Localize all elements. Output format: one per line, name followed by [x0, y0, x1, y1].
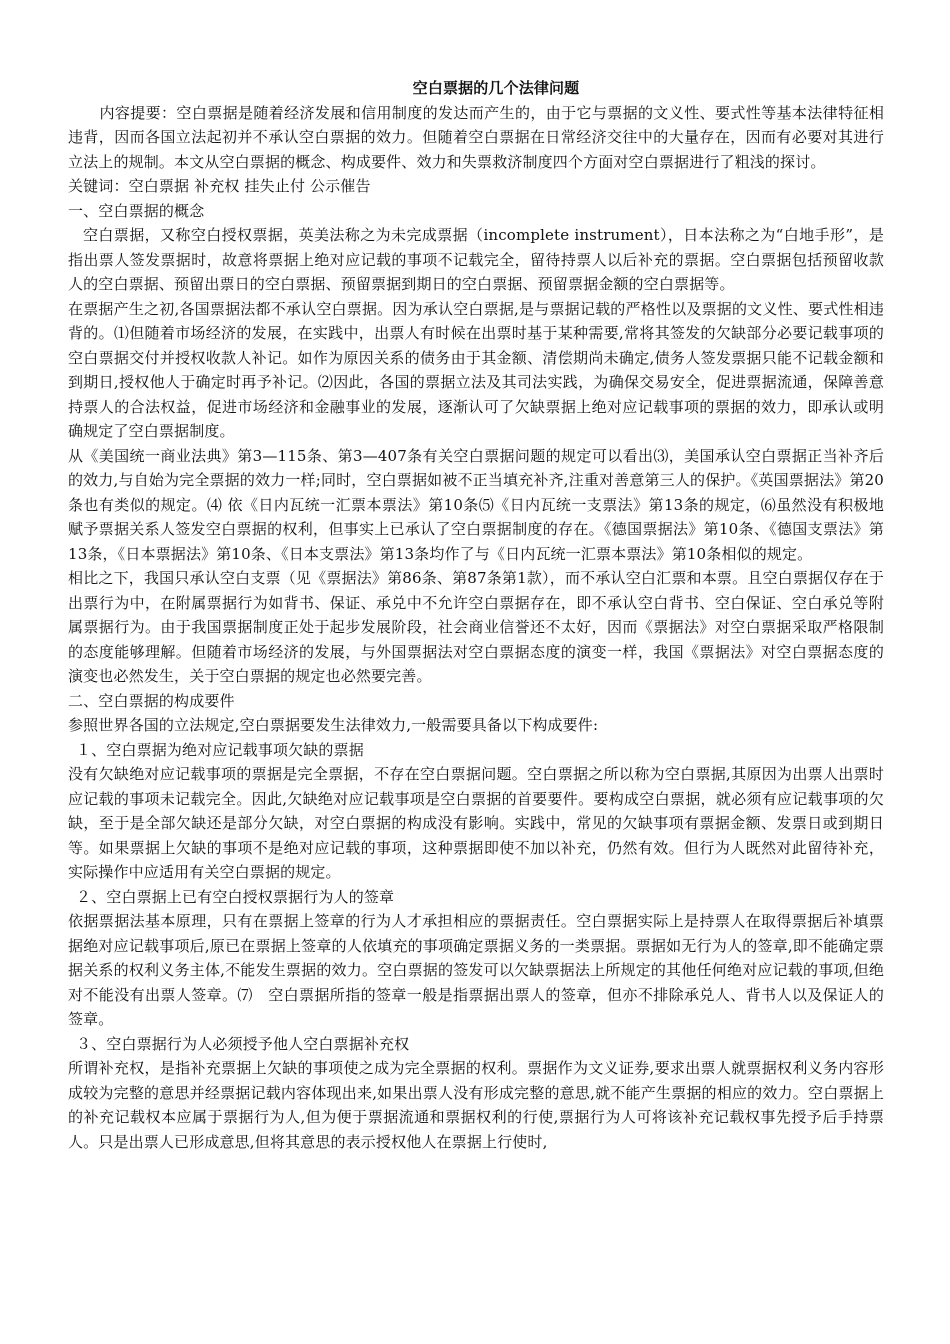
- document-title: 空白票据的几个法律问题: [412, 79, 580, 97]
- section1-paragraph-1: 空白票据，又称空白授权票据，英美法称之为未完成票据（incomplete instrument），日本法称之为“白地手形”，是指出票人签发票据时，故意将票据上绝对应记载的事项不记载完全，留待持票人以后补充的票据。空白票据包括预留收款人的空白票据、预留出票日的空白票据、预留票据到期日的空白票据、预留票据金额的空白票据等。: [68, 226, 884, 293]
- keywords-line: 关键词：空白票据 补充权 挂失止付 公示催告: [68, 177, 371, 195]
- abstract-paragraph: 内容提要：空白票据是随着经济发展和信用制度的发达而产生的，由于它与票据的文义性、要式性等基本法律特征相违背，因而各国立法起初并不承认空白票据的效力。但随着空白票据在日常经济交往中的大量存在，因而有必要对其进行立法上的规制。本文从空白票据的概念、构成要件、效力和失票救济制度四个方面对空白票据进行了粗浅的探讨。: [68, 103, 884, 171]
- section2-item1-heading: １、空白票据为绝对应记载事项欠缺的票据: [76, 740, 364, 759]
- section2-heading: 二、空白票据的构成要件: [68, 691, 235, 710]
- section2-item1-text: 没有欠缺绝对应记载事项的票据是完全票据，不存在空白票据问题。空白票据之所以称为空白票据,其原因为出票人出票时应记载的事项未记载完全。因此,欠缺绝对应记载事项是空白票据的首要要件。要构成空白票据，就必须有应记载事项的欠缺，至于是全部欠缺还是部分欠缺，对空白票据的构成没有影响。实践中，常见的欠缺事项有票据金额、发票日或到期日等。如果票据上欠缺的事项不是绝对应记载的事项，这种票据即使不加以补充，仍然有效。但行为人既然对此留待补充，实际操作中应适用有关空白票据的规定。: [68, 765, 884, 881]
- section1-heading: 一、空白票据的概念: [68, 201, 205, 220]
- document-page: [68, 76, 884, 1154]
- section1-paragraph-2: 在票据产生之初,各国票据法都不承认空白票据。因为承认空白票据,是与票据记载的严格性以及票据的文义性、要式性相违背的。⑴但随着市场经济的发展，在实践中，出票人有时候在出票时基于某种需要,常将其签发的欠缺部分必要记载事项的空白票据交付并授权收款人补记。如作为原因关系的债务由于其金额、清偿期尚未确定,债务人签发票据只能不记载金额和到期日,授权他人于确定时再予补记。⑵因此，各国的票据立法及其司法实践，为确保交易安全，促进票据流通，保障善意持票人的合法权益，促进市场经济和金融事业的发展，逐渐认可了欠缺票据上绝对应记载事项的票据的效力，即承认或明确规定了空白票据制度。: [68, 299, 884, 440]
- section1-paragraph-4: 相比之下，我国只承认空白支票（见《票据法》第86条、第87条第1款），而不承认空白汇票和本票。且空白票据仅存在于出票行为中，在附属票据行为如背书、保证、承兑中不允许空白票据存在，即不承认空白背书、空白保证、空白承兑等附属票据行为。由于我国票据制度正处于起步发展阶段，社会商业信誉还不太好，因而《票据法》对空白票据采取严格限制的态度能够理解。但随着市场经济的发展，与外国票据法对空白票据态度的演变一样，我国《票据法》对空白票据态度的演变也必然发生，关于空白票据的规定也必然要完善。: [68, 569, 884, 685]
- section2-intro: 参照世界各国的立法规定,空白票据要发生法律效力,一般需要具备以下构成要件:: [68, 716, 599, 734]
- section1-paragraph-3: 从《美国统一商业法典》第3—115条、第3—407条有关空白票据问题的规定可以看出⑶，美国承认空白票据正当补齐后的效力,与自始为完全票据的效力一样;同时，空白票据如被不正当填充补齐,注重对善意第三人的保护。《英国票据法》第20条也有类似的规定。⑷ 依《日内瓦统一汇票本票法》第10条⑸《日内瓦统一支票法》第13条的规定，⑹虽然没有积极地赋予票据关系人签发空白票据的权利，但事实上已承认了空白票据制度的存在。《德国票据法》第10条、《德国支票法》第13条，《日本票据法》第10条、《日本支票法》第13条均作了与《日内瓦统一汇票本票法》第10条相似的规定。: [68, 446, 884, 563]
- section2-item2-text: 依据票据法基本原理，只有在票据上签章的行为人才承担相应的票据责任。空白票据实际上是持票人在取得票据后补填票据绝对应记载事项后,原已在票据上签章的人依填充的事项确定票据义务的一类票据。票据如无行为人的签章,即不能确定票据关系的权利义务主体,不能发生票据的效力。空白票据的签发可以欠缺票据法上所规定的其他任何绝对应记载的事项,但绝对不能没有出票人签章。⑺ 空白票据所指的签章一般是指票据出票人的签章，但亦不排除承兑人、背书人以及保证人的签章。: [68, 912, 884, 1028]
- section2-item3-text: 所谓补充权，是指补充票据上欠缺的事项使之成为完全票据的权利。票据作为文义证券,要求出票人就票据权利义务内容形成较为完整的意思并经票据记载内容体现出来,如果出票人没有形成完整的意思,就不能产生票据的相应的效力。空白票据上的补充记载权本应属于票据行为人,但为便于票据流通和票据权利的行使,票据行为人可将该补充记载权事先授予后手持票人。只是出票人已形成意思,但将其意思的表示授权他人在票据上行使时,: [68, 1059, 884, 1151]
- section2-item2-heading: ２、空白票据上已有空白授权票据行为人的签章: [76, 887, 395, 906]
- section2-item3-heading: ３、空白票据行为人必须授予他人空白票据补充权: [76, 1034, 410, 1053]
